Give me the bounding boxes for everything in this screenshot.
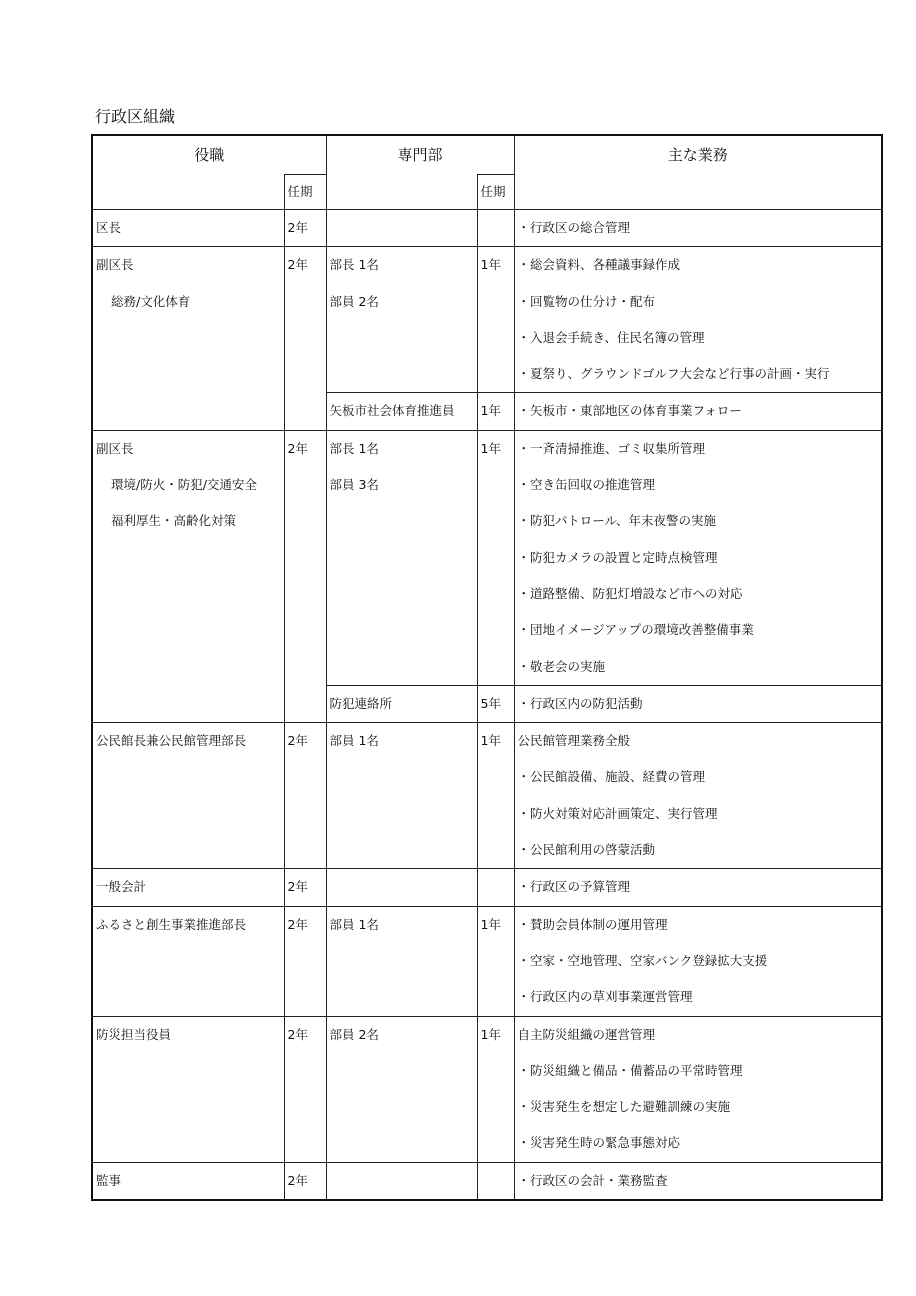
duty-item: ・公民館利用の啓蒙活動: [517, 842, 656, 858]
dept-cell: [326, 723, 477, 869]
page-title: 行政区組織: [95, 107, 176, 126]
duty-item: ・公民館設備、施設、経費の管理: [517, 769, 706, 785]
role-term: 2年: [287, 440, 308, 456]
role-title: 副区長: [96, 257, 134, 273]
dept-term-cell: [477, 1016, 514, 1162]
duty-item: ・道路整備、防犯灯増設など市への対応: [517, 585, 743, 601]
table-row: [92, 430, 882, 685]
role-cell: [92, 247, 284, 430]
header-duties: 主な業務: [514, 135, 882, 210]
role-cell: [92, 430, 284, 722]
duty-item: 公民館管理業務全般: [517, 733, 631, 749]
duties-cell: [514, 723, 882, 869]
role-term-cell: [284, 1016, 326, 1162]
role-cell: [92, 1162, 284, 1200]
duties-cell: [514, 869, 882, 906]
dept-term-cell: [477, 393, 514, 430]
duty-item: ・防犯カメラの設置と定時点検管理: [517, 549, 718, 565]
role-term: 2年: [287, 916, 308, 932]
dept-cell: [326, 906, 477, 1016]
dept-cell: [326, 210, 477, 247]
duty-item: ・防火対策対応計画策定、実行管理: [517, 805, 718, 821]
duty-item: ・防災組織と備品・備蓄品の平常時管理: [517, 1062, 743, 1078]
role-title: 副区長: [96, 440, 134, 456]
duties-cell: [514, 210, 882, 247]
dept-term-cell: [477, 869, 514, 906]
table-row: [92, 869, 882, 906]
role-cell: [92, 210, 284, 247]
dept-term-cell: [477, 723, 514, 869]
duties-cell: [514, 430, 882, 685]
role-title: ふるさと創生事業推進部長: [96, 916, 247, 932]
role-term: 2年: [287, 257, 308, 273]
role-title: 防災担当役員: [96, 1026, 172, 1042]
dept-cell: [326, 685, 477, 722]
dept-line: 防犯連絡所: [329, 695, 393, 711]
duties-cell: [514, 1162, 882, 1200]
role-term: 2年: [287, 879, 308, 895]
duty-item: ・行政区内の防犯活動: [517, 695, 643, 711]
duty-item: ・賛助会員体制の運用管理: [517, 916, 668, 932]
table-row: [92, 1016, 882, 1162]
dept-term-cell: [477, 210, 514, 247]
dept-term: [478, 210, 514, 246]
dept-term: 1年: [480, 916, 501, 932]
dept-line: 部長 1名: [329, 257, 379, 273]
dept-cell: [326, 1162, 477, 1200]
dept-line: 部員 1名: [329, 916, 379, 932]
role-subtitle: 総務/文化体育: [111, 293, 191, 309]
dept-cell: [326, 247, 477, 393]
role-cell: [92, 1016, 284, 1162]
header-dept-blank: [326, 175, 477, 210]
role-subtitle: 環境/防火・防犯/交通安全: [111, 477, 257, 493]
dept-line: 部長 1名: [329, 440, 379, 456]
dept-term: 1年: [480, 257, 501, 273]
dept-term-cell: [477, 1162, 514, 1200]
duties-cell: [514, 393, 882, 430]
role-title: 一般会計: [96, 879, 147, 895]
duties-cell: [514, 685, 882, 722]
duty-item: ・空家・空地管理、空家バンク登録拡大支援: [517, 952, 768, 968]
dept-line: 部員 2名: [329, 293, 379, 309]
organization-table: [91, 134, 883, 1201]
duties-cell: [514, 906, 882, 1016]
dept-cell: [326, 1016, 477, 1162]
duty-item: ・行政区の予算管理: [517, 879, 631, 895]
role-term: 2年: [287, 1026, 308, 1042]
duty-item: ・矢板市・東部地区の体育事業フォロー: [517, 403, 742, 419]
dept-line: 部員 1名: [329, 733, 379, 749]
role-term: 2年: [287, 220, 308, 235]
dept-term-cell: [477, 247, 514, 393]
role-title: 公民館長兼公民館管理部長: [96, 733, 247, 749]
table-row: [92, 1162, 882, 1200]
duties-cell: [514, 247, 882, 393]
duty-item: ・空き缶回収の推進管理: [517, 477, 656, 493]
dept-term: 5年: [480, 695, 501, 711]
dept-cell: [326, 869, 477, 906]
dept-line: 部員 3名: [329, 477, 379, 493]
role-title: 監事: [96, 1172, 122, 1188]
table-row: [92, 723, 882, 869]
header-role: 役職: [92, 135, 326, 175]
table-row: [92, 906, 882, 1016]
duty-item: ・一斉清掃推進、ゴミ収集所管理: [517, 440, 706, 456]
dept-term-cell: [477, 430, 514, 685]
role-term-cell: [284, 869, 326, 906]
dept-term: 1年: [480, 1026, 501, 1042]
header-role-blank: [92, 175, 284, 210]
duty-item: ・敬老会の実施: [517, 658, 606, 674]
duty-item: ・団地イメージアップの環境改善整備事業: [517, 622, 754, 638]
role-term-cell: [284, 210, 326, 247]
role-cell: [92, 869, 284, 906]
table-row: [92, 210, 882, 247]
role-term-cell: [284, 1162, 326, 1200]
duty-item: ・防犯パトロール、年末夜警の実施: [517, 513, 717, 529]
role-term: 2年: [287, 733, 308, 749]
role-term-cell: [284, 430, 326, 722]
role-term-cell: [284, 906, 326, 1016]
role-term-cell: [284, 723, 326, 869]
dept-term: 1年: [480, 733, 501, 749]
dept-term: [478, 869, 514, 905]
duty-item: ・入退会手続き、住民名簿の管理: [517, 329, 705, 345]
dept-line: 部員 2名: [329, 1026, 379, 1042]
header-dept-term: 任期: [477, 175, 514, 210]
duty-item: ・災害発生を想定した避難訓練の実施: [517, 1099, 731, 1115]
role-cell: [92, 723, 284, 869]
header-dept: 専門部: [326, 135, 514, 175]
duty-item: ・総会資料、各種議事録作成: [517, 257, 681, 273]
role-cell: [92, 906, 284, 1016]
dept-term-cell: [477, 685, 514, 722]
duty-item: 自主防災組織の運営管理: [517, 1026, 656, 1042]
header-role-term: 任期: [284, 175, 326, 210]
table-row: [92, 247, 882, 393]
duty-item: ・行政区の総合管理: [517, 220, 631, 235]
dept-cell: [326, 393, 477, 430]
duty-item: ・災害発生時の緊急事態対応: [517, 1135, 681, 1151]
duty-item: ・行政区内の草刈事業運営管理: [517, 989, 693, 1005]
role-title: 区長: [96, 220, 122, 235]
role-subtitle: 福利厚生・高齢化対策: [111, 513, 237, 529]
role-term-cell: [284, 247, 326, 430]
duty-item: ・夏祭り、グラウンドゴルフ大会など行事の計画・実行: [517, 366, 830, 382]
dept-term-cell: [477, 906, 514, 1016]
dept-line: 矢板市社会体育推進員: [329, 403, 455, 419]
duty-item: ・回覧物の仕分け・配布: [517, 293, 656, 309]
duty-item: ・行政区の会計・業務監査: [517, 1172, 668, 1188]
dept-term: [478, 1163, 514, 1199]
dept-term: 1年: [480, 440, 501, 456]
role-term: 2年: [287, 1172, 308, 1188]
duties-cell: [514, 1016, 882, 1162]
dept-cell: [326, 430, 477, 685]
dept-term: 1年: [480, 403, 501, 419]
